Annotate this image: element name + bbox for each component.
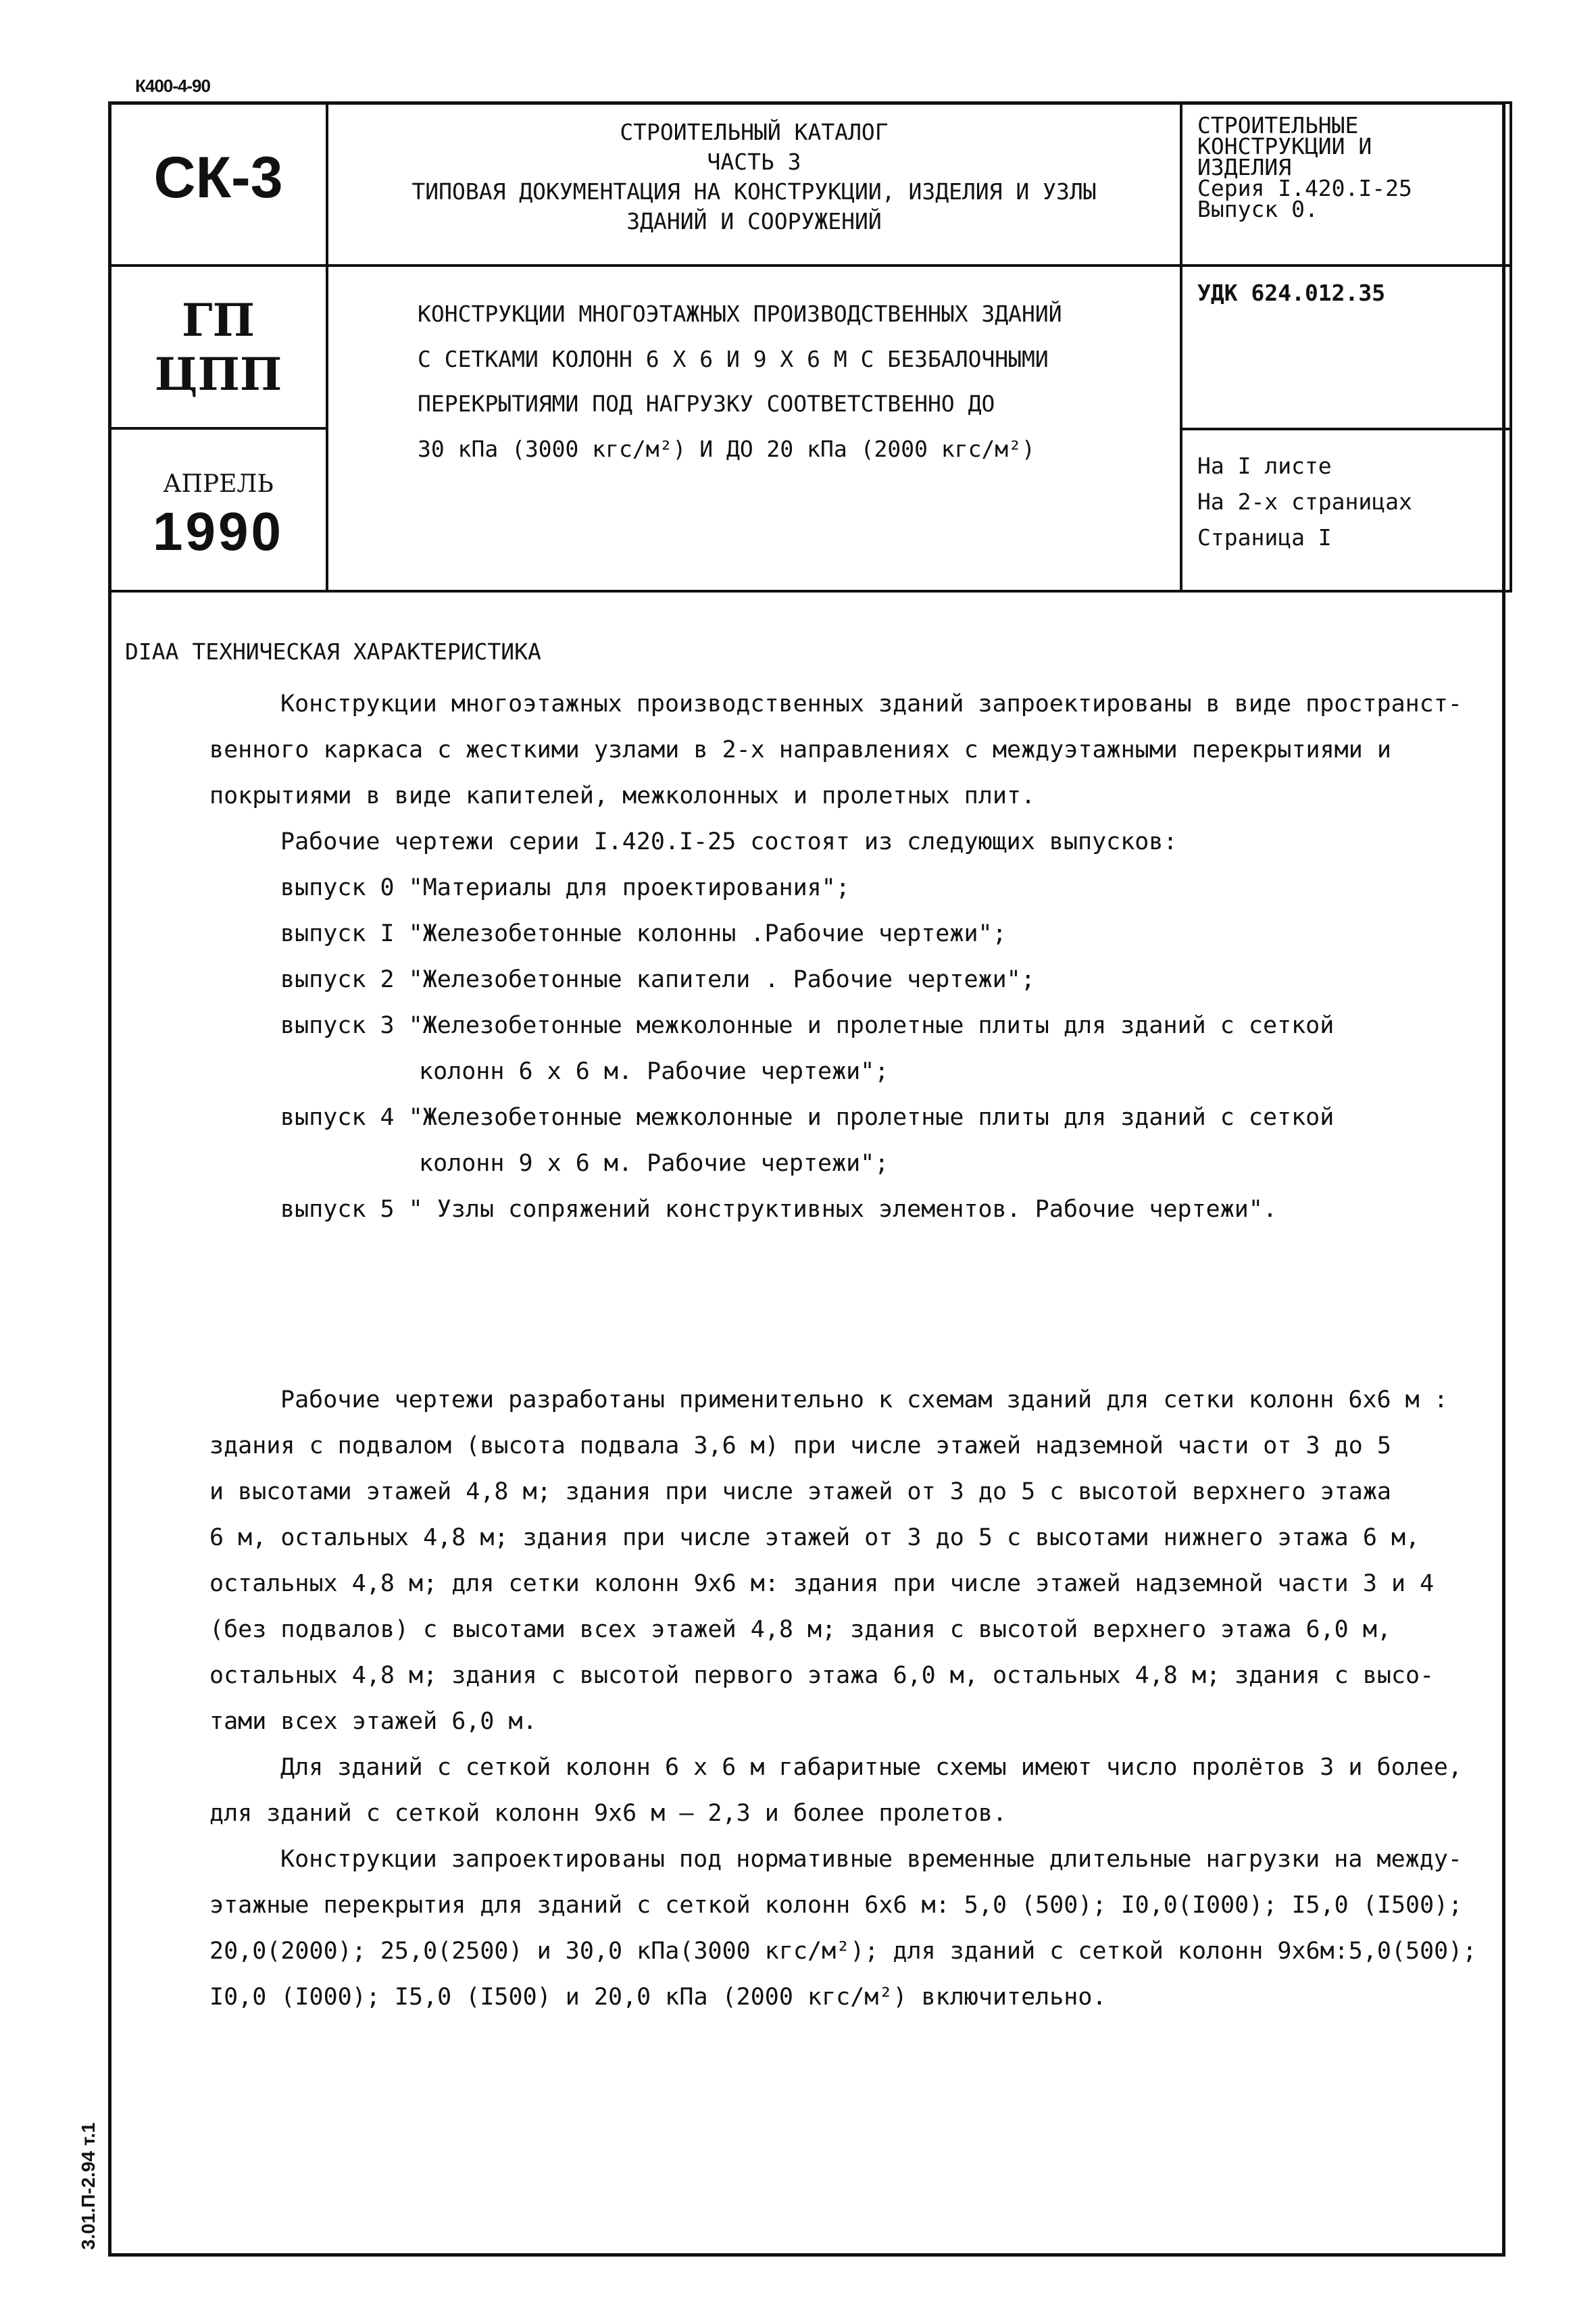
org-line-1: ГП xyxy=(182,294,255,347)
body-line-16: 6 м, остальных 4,8 м; здания при числе этажей от 3 до 5 с высотами нижнего этажа 6 м, xyxy=(209,1524,1420,1551)
body-line-17: остальных 4,8 м; для сетки колонн 9х6 м: здания при числе этажей надземной части 3 и 4 xyxy=(209,1570,1435,1597)
date-month: АПРЕЛЬ xyxy=(163,470,274,498)
body-line-22: для зданий с сеткой колонн 9х6 м – 2,3 и более пролетов. xyxy=(209,1800,1007,1827)
side-document-code xyxy=(64,2081,105,2250)
series-cell xyxy=(1180,101,1512,267)
side-code-text: 3.01.П-2.94 т.1 xyxy=(78,2122,99,2250)
catalog-header-cell xyxy=(326,101,1182,267)
series-line-3: ИЗДЕЛИЯ xyxy=(1197,154,1292,180)
document-code: К400-4-90 xyxy=(135,76,210,96)
udk-code: УДК 624.012.35 xyxy=(1197,280,1386,306)
catalog-title: СТРОИТЕЛЬНЫЙ КАТАЛОГ xyxy=(620,119,889,145)
udk-cell xyxy=(1180,264,1512,430)
date-year: 1990 xyxy=(153,501,284,561)
sheet-count: На I листе xyxy=(1197,453,1332,479)
series-number: Серия I.420.I-25 xyxy=(1197,175,1412,201)
catalog-subtitle-1: ТИПОВАЯ ДОКУМЕНТАЦИЯ НА КОНСТРУКЦИИ, ИЗДЕЛИЯ И УЗЛЫ xyxy=(412,178,1097,205)
issue-4: выпуск 4 "Железобетонные межколонные и пролетные плиты для зданий с сеткой xyxy=(280,1104,1335,1131)
catalog-code: СК-3 xyxy=(153,145,283,210)
catalog-subtitle-2: ЗДАНИЙ И СООРУЖЕНИЙ xyxy=(626,208,882,234)
body-line-19: остальных 4,8 м; здания с высотой первого этажа 6,0 м, остальных 4,8 м; здания с высо- xyxy=(209,1662,1435,1689)
body-line-13: Рабочие чертежи разработаны применительно к схемам зданий для сетки колонн 6х6 м : xyxy=(280,1386,1448,1413)
stamp-code-cell xyxy=(108,101,328,267)
sheet-info-cell xyxy=(1180,428,1512,593)
org-line-2: ЦПП xyxy=(154,348,282,401)
body-line-20: тами всех этажей 6,0 м. xyxy=(209,1708,537,1735)
body-line-15: и высотами этажей 4,8 м; здания при числе этажей от 3 до 5 с высотой верхнего этажа xyxy=(209,1478,1391,1505)
issue-5: выпуск 5 " Узлы сопряжений конструктивных элементов. Рабочие чертежи". xyxy=(280,1196,1278,1223)
page-frame xyxy=(108,101,1505,2257)
issue-2: выпуск 2 "Железобетонные капители . Рабочие чертежи"; xyxy=(280,966,1035,993)
issue-0: выпуск 0 "Материалы для проектирования"; xyxy=(280,874,850,901)
catalog-part: ЧАСТЬ 3 xyxy=(707,149,801,175)
body-line-2: венного каркаса с жесткими узлами в 2-х направлениях с междуэтажными перекрытиями и xyxy=(209,736,1391,763)
section-heading: DIAA ТЕХНИЧЕСКАЯ ХАРАКТЕРИСТИКА xyxy=(125,638,541,665)
series-block xyxy=(1197,112,1412,222)
sheet-info xyxy=(1197,448,1412,555)
issue-4-cont: колонн 9 х 6 м. Рабочие чертежи"; xyxy=(419,1150,889,1177)
body-line-4: Рабочие чертежи серии I.420.I-25 состоят из следующих выпусков: xyxy=(280,828,1178,855)
body-line-3: покрытиями в виде капителей, межколонных и пролетных плит. xyxy=(209,782,1036,809)
page-number: Страница I xyxy=(1197,524,1332,551)
issue-3-cont: колонн 6 х 6 м. Рабочие чертежи"; xyxy=(419,1058,889,1085)
stamp-org-cell xyxy=(108,264,328,430)
issue-number: Выпуск 0. xyxy=(1197,196,1318,222)
issue-1: выпуск I "Железобетонные колонны .Рабочие чертежи"; xyxy=(280,920,1007,947)
body-line-25: 20,0(2000); 25,0(2500) и 30,0 кПа(3000 кгс/м²); для зданий с сеткой колонн 9х6м:5,0(500); xyxy=(209,1938,1477,1965)
body-line-1: Конструкции многоэтажных производственных зданий запроектированы в виде пространст- xyxy=(280,690,1462,718)
body-line-14: здания с подвалом (высота подвала 3,6 м) при числе этажей надземной части от 3 до 5 xyxy=(209,1432,1391,1459)
catalog-header xyxy=(328,118,1180,236)
title-cell xyxy=(326,264,1182,593)
body-line-21: Для зданий с сеткой колонн 6 х 6 м габаритные схемы имеют число пролётов 3 и более, xyxy=(280,1754,1462,1781)
title-line-1: КОНСТРУКЦИИ МНОГОЭТАЖНЫХ ПРОИЗВОДСТВЕННЫХ ЗДАНИЙ xyxy=(418,301,1062,327)
title-line-3: ПЕРЕКРЫТИЯМИ ПОД НАГРУЗКУ СООТВЕТСТВЕННО ДО xyxy=(418,391,995,417)
page-count: На 2-х страницах xyxy=(1197,488,1412,515)
body-line-26: I0,0 (I000); I5,0 (I500) и 20,0 кПа (2000 кгс/м²) включительно. xyxy=(209,1984,1107,2011)
body-line-23: Конструкции запроектированы под нормативные временные длительные нагрузки на между- xyxy=(280,1846,1462,1873)
stamp-date-cell xyxy=(108,427,328,593)
issue-3: выпуск 3 "Железобетонные межколонные и пролетные плиты для зданий с сеткой xyxy=(280,1012,1335,1039)
body-line-18: (без подвалов) с высотами всех этажей 4,8 м; здания с высотой верхнего этажа 6,0 м, xyxy=(209,1616,1391,1643)
title-line-2: С СЕТКАМИ КОЛОНН 6 Х 6 И 9 Х 6 М С БЕЗБАЛОЧНЫМИ xyxy=(418,346,1049,372)
title-line-4: 30 кПа (3000 кгс/м²) И ДО 20 кПа (2000 кгс/м²) xyxy=(418,436,1035,462)
series-line-1: СТРОИТЕЛЬНЫЕ xyxy=(1197,112,1359,139)
series-line-2: КОНСТРУКЦИИ И xyxy=(1197,133,1372,159)
body-line-24: этажные перекрытия для зданий с сеткой колонн 6х6 м: 5,0 (500); I0,0(I000); I5,0 (I500); xyxy=(209,1892,1463,1919)
